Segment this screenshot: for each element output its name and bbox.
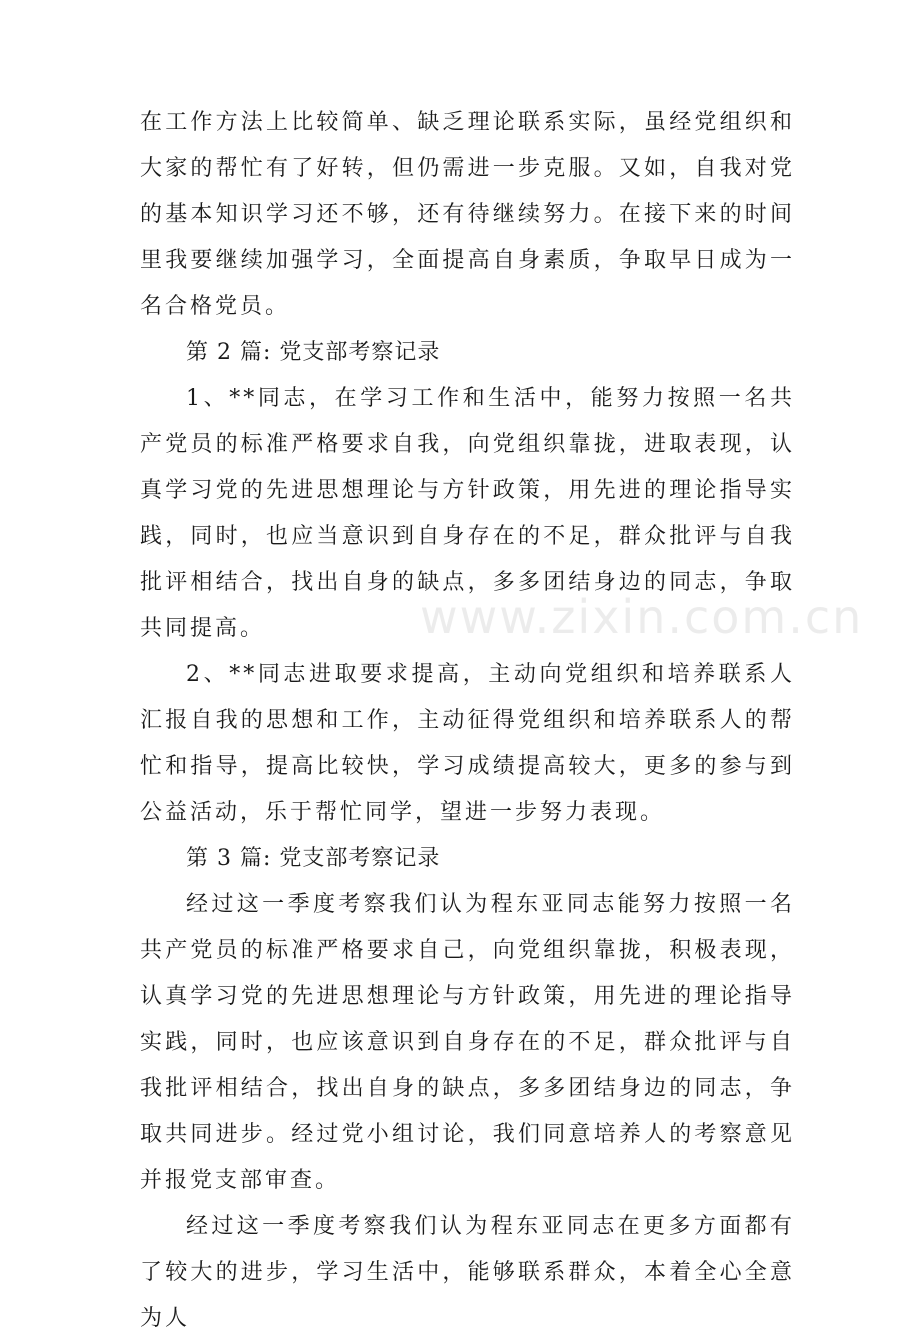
paragraph-continuation: 在工作方法上比较简单、缺乏理论联系实际，虽经党组织和大家的帮忙有了好转，但仍需进一步克服。又如，自我对党的基本知识学习还不够，还有待继续努力。在接下来的时间里我要继续加强学习，全面提高自身素质，争取早日成为一名合格党员。: [140, 110, 795, 319]
paragraph-item-1: 1、**同志，在学习工作和生活中，能努力按照一名共产党员的标准严格要求自我，向党组织靠拢，进取表现，认真学习党的先进思想理论与方针政策，用先进的理论指导实践，同时，也应当意识到自身存在的不足，群众批评与自我批评相结合，找出自身的缺点，多多团结身边的同志，争取共同提高。: [140, 386, 795, 641]
document-page: [140, 100, 795, 1342]
section-heading-2: 第 2 篇: 党支部考察记录: [186, 340, 441, 365]
paragraph-assessment-2: 经过这一季度考察我们认为程东亚同志在更多方面都有了较大的进步，学习生活中，能够联系群众，本着全心全意为人: [140, 1214, 795, 1331]
section-heading-3: 第 3 篇: 党支部考察记录: [186, 846, 441, 871]
watermark: www.zixin.com.cn: [420, 590, 864, 644]
paragraph-assessment-1: 经过这一季度考察我们认为程东亚同志能努力按照一名共产党员的标准严格要求自己，向党组织靠拢，积极表现，认真学习党的先进思想理论与方针政策，用先进的理论指导实践，同时，也应该意识到自身存在的不足，群众批评与自我批评相结合，找出自身的缺点，多多团结身边的同志，争取共同进步。经过党小组讨论，我们同意培养人的考察意见并报党支部审查。: [140, 892, 795, 1193]
paragraph-item-2: 2、**同志进取要求提高，主动向党组织和培养联系人汇报自我的思想和工作，主动征得党组织和培养联系人的帮忙和指导，提高比较快，学习成绩提高较大，更多的参与到公益活动，乐于帮忙同学，望进一步努力表现。: [140, 662, 795, 825]
